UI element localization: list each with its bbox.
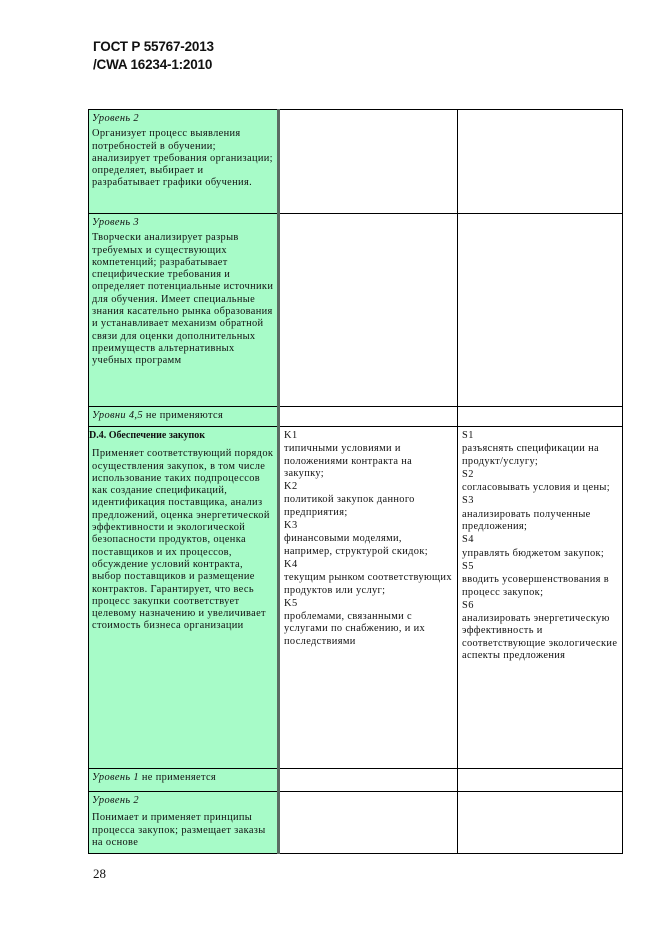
skill-text: анализировать полученные предложения; <box>462 508 591 533</box>
level-title: Уровень 1 <box>92 772 139 783</box>
knowledge-code: K4 <box>284 558 298 570</box>
knowledge-text: политикой закупок данного предприятия; <box>284 494 415 518</box>
skills-cell <box>458 407 623 427</box>
level-title: Уровень 2 <box>92 113 139 124</box>
table-row <box>89 769 623 792</box>
knowledge-cell <box>279 214 458 407</box>
knowledge-cell <box>279 427 458 769</box>
knowledge-text: финансовыми моделями, например, структурой скидок; <box>284 533 428 557</box>
skill-text: анализировать энергетическую эффективность и соответствующие экологические аспекты предложения <box>462 613 618 662</box>
d4-description-cell <box>89 427 279 769</box>
level2-description-cell <box>89 110 279 214</box>
page-number: 28 <box>93 866 106 881</box>
competence-table <box>88 109 623 854</box>
knowledge-cell <box>279 792 458 854</box>
document-header <box>93 38 214 74</box>
skill-text: вводить усовершенствования в процесс закупок; <box>462 574 609 598</box>
knowledge-code: K3 <box>284 520 298 532</box>
level1-cell <box>89 769 279 792</box>
level-note: не применяются <box>142 410 224 421</box>
level-note: не применяется <box>138 772 217 783</box>
standard-code-secondary: /CWA 16234-1:2010 <box>93 57 213 72</box>
skill-code: S1 <box>462 430 474 441</box>
level-title: Уровень 2 <box>92 795 139 806</box>
knowledge-text: проблемами, связанными с услугами по снабжению, и их последствиями <box>284 611 426 647</box>
skill-code: S3 <box>462 495 474 507</box>
table-row <box>89 110 623 214</box>
level-text: Творчески анализирует разрыв требуемых и существующих компетенций; разрабатывает специфические требования и определяет потенциальные источники для обучения. Имеет специальные знания касательно рынка образования и устанавливает механизм обратной связи для оценки дополнительных преимуществ альтернативных учебных программ <box>92 232 274 367</box>
knowledge-text: типичными условиями и положениями контракта на закупку; <box>284 443 413 479</box>
skill-code: S2 <box>462 468 474 480</box>
skill-text: разъяснять спецификации на продукт/услугу; <box>462 443 599 467</box>
standard-code: ГОСТ Р 55767-2013 <box>93 39 214 54</box>
skill-text: управлять бюджетом закупок; <box>462 547 605 559</box>
skills-cell <box>458 110 623 214</box>
knowledge-code: K5 <box>284 597 298 609</box>
skill-code: S6 <box>462 599 474 611</box>
level-title: Уровень 3 <box>92 217 139 228</box>
knowledge-cell <box>279 110 458 214</box>
knowledge-code: K2 <box>284 481 298 493</box>
skills-cell <box>458 792 623 854</box>
knowledge-text: текущим рынком соответствующих продуктов или услуг; <box>284 572 452 596</box>
skill-code: S5 <box>462 560 474 572</box>
table-row <box>89 407 623 427</box>
table-row <box>89 427 623 769</box>
skill-text: согласовывать условия и цены; <box>462 482 610 494</box>
level3-description-cell <box>89 214 279 407</box>
level2-description-cell <box>89 792 279 854</box>
level-title: Уровни 4,5 <box>92 410 143 421</box>
skills-cell <box>458 427 623 769</box>
knowledge-code: K1 <box>284 430 298 441</box>
knowledge-cell <box>279 407 458 427</box>
skills-cell <box>458 769 623 792</box>
competence-description: Применяет соответствующий порядок осуществления закупок, в том числе использование таких подпроцессов как создание спецификаций, идентификация поставщика, анализ предложений, оценка энергетической эффективности и экологической безопасности продуктов, оценка поставщиков и их процессов, обсуждение условий контракта, выбор поставщиков и размещение контрактов. Гарантирует, что весь процесс закупки соответствует целевому назначению и увеличивает стоимость бизнеса организации <box>92 448 274 632</box>
table-row <box>89 792 623 854</box>
skill-code: S4 <box>462 534 474 546</box>
level-text: Понимает и применяет принципы процесса закупок; размещает заказы на основе <box>92 812 266 848</box>
skills-cell <box>458 214 623 407</box>
table-row <box>89 214 623 407</box>
competence-title: D.4. Обеспечение закупок <box>89 430 206 441</box>
levels45-cell <box>89 407 279 427</box>
knowledge-cell <box>279 769 458 792</box>
level-text: Организует процесс выявления потребностей в обучении; анализирует требования организации; определяет, выбирает и разрабатывает графики обучения. <box>92 128 273 189</box>
